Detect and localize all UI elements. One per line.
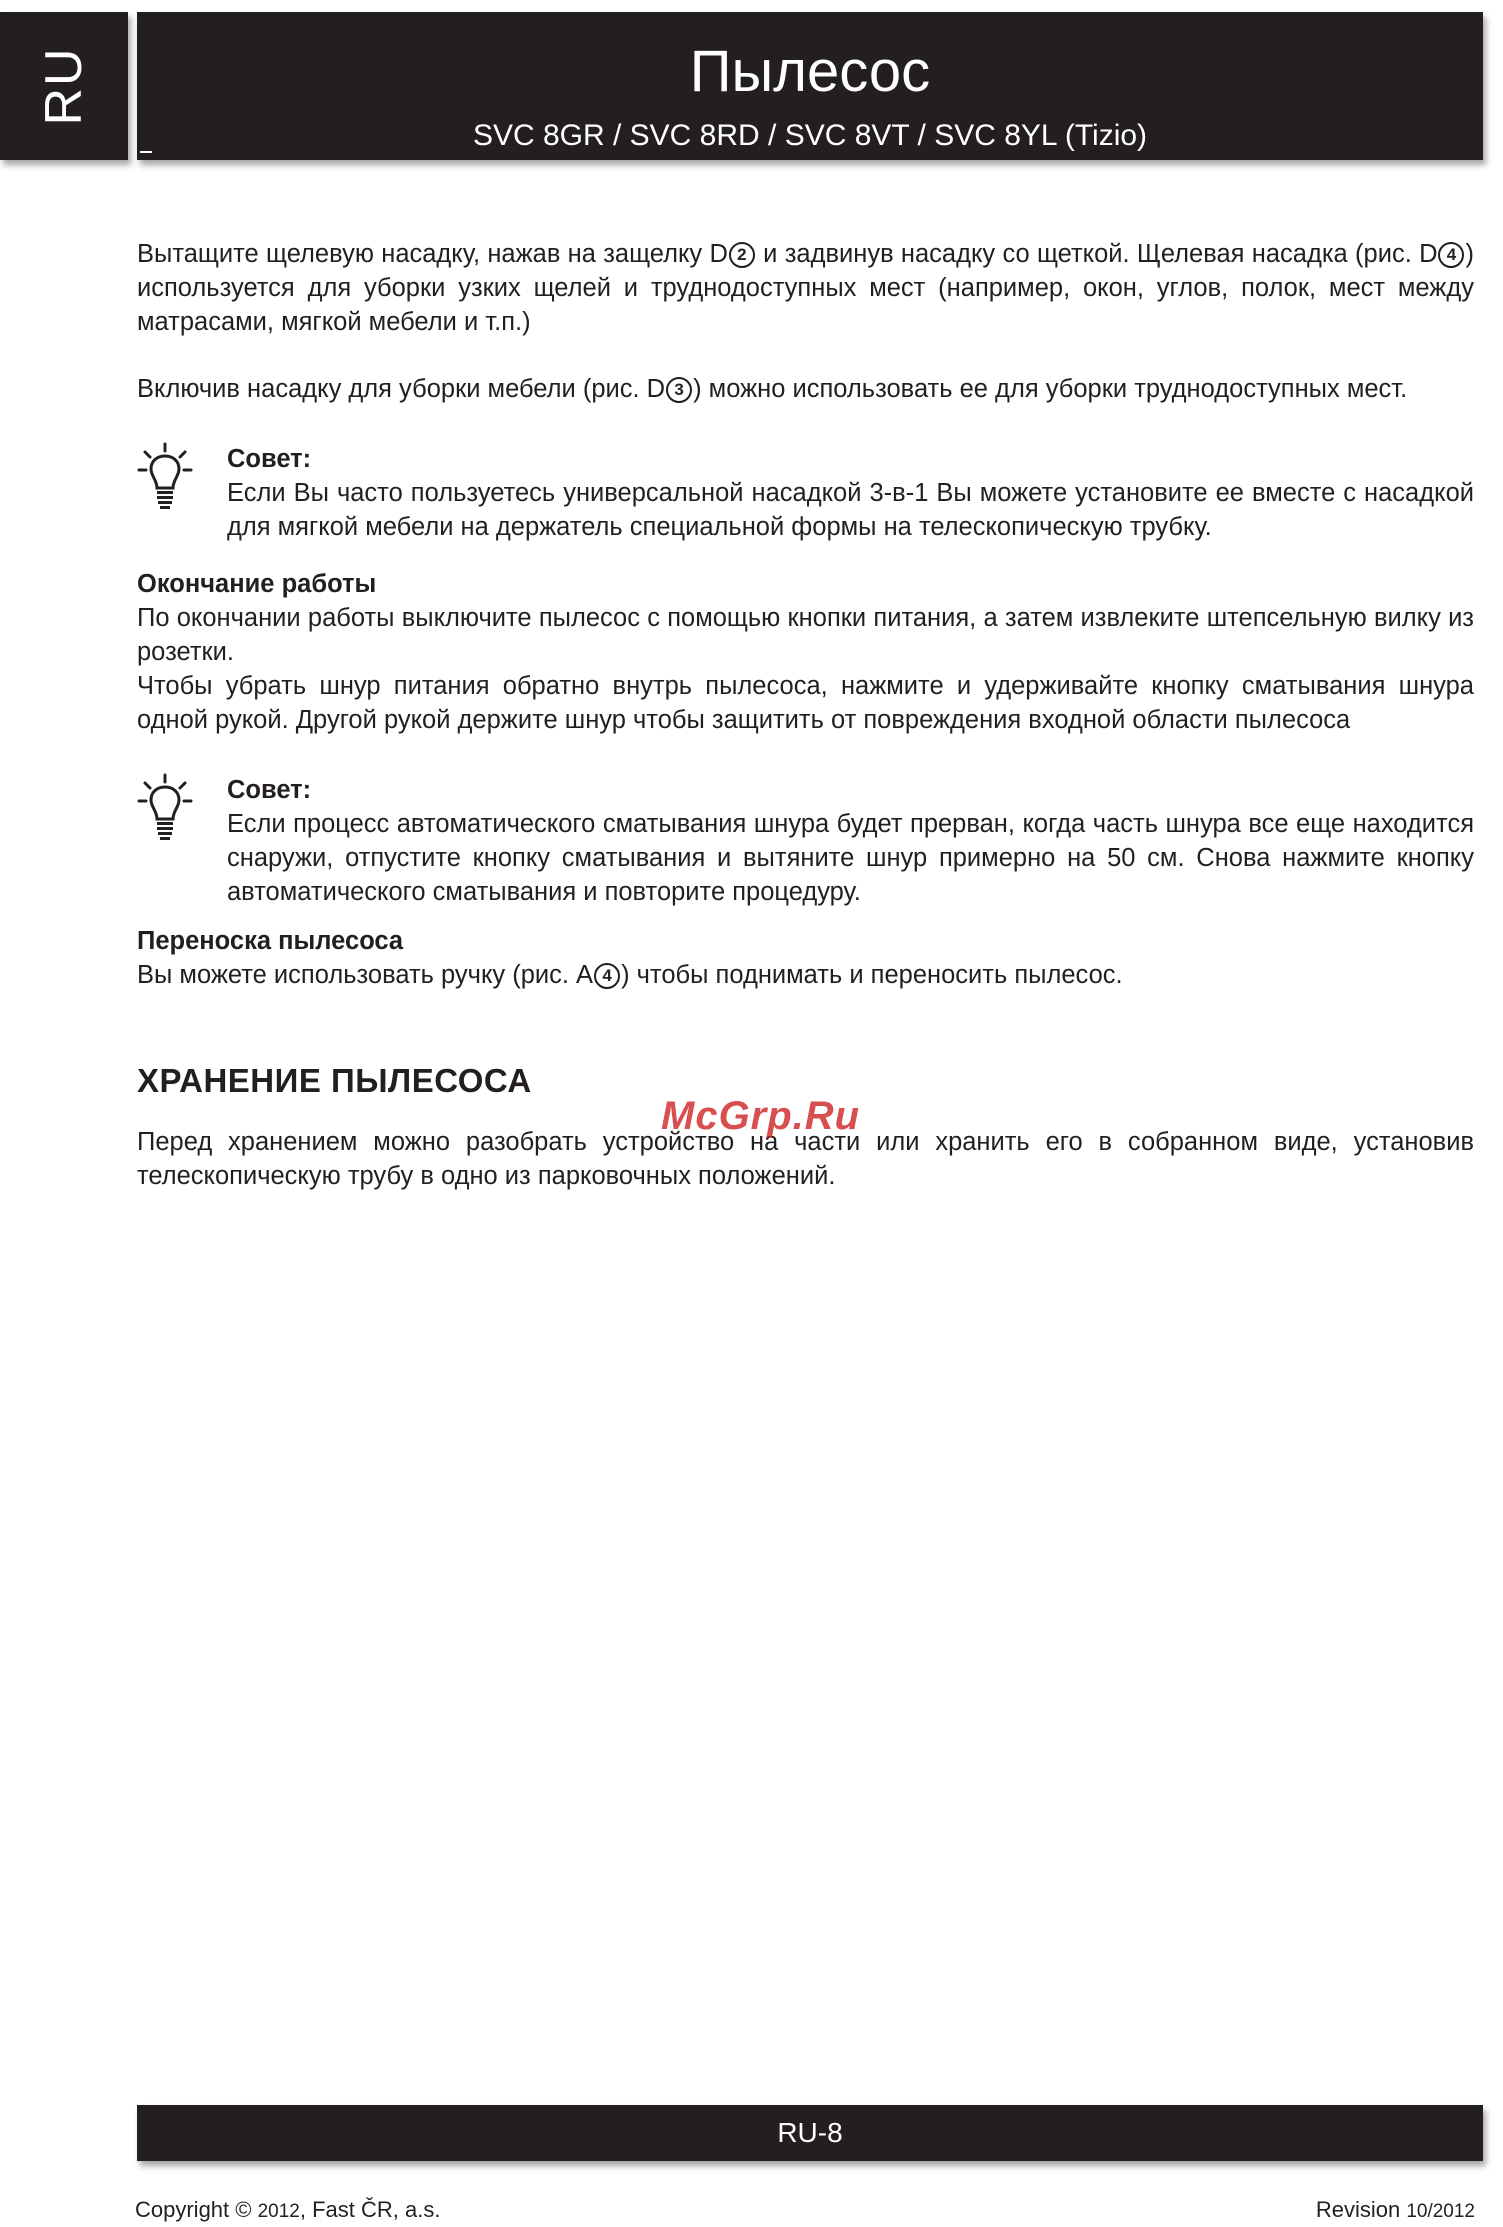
furniture-text-2: ) можно использовать ее для уборки труднодоступных мест. [693, 375, 1408, 403]
figure-ref-circle: 2 [729, 242, 755, 268]
carry-section [137, 924, 1474, 992]
language-label: RU [35, 46, 93, 126]
page-title: Пылесос [689, 39, 931, 104]
finish-text-1: По окончании работы выключите пылесос с помощью кнопки питания, а затем извлеките штепсельную вилку из розетки. [137, 604, 1474, 666]
carry-text-1: Вы можете использовать ручку (рис. A [137, 961, 594, 989]
carry-text-2: ) чтобы поднимать и переносить пылесос. [621, 961, 1123, 989]
copyright-label: Copyright © [135, 2197, 258, 2222]
furniture-paragraph [137, 372, 1474, 406]
storage-text: Перед хранением можно разобрать устройство на части или хранить его в собранном виде, установив телескопическую трубу в одно из парковочных положений. [137, 1128, 1474, 1190]
copyright-year: 2012 [257, 2201, 300, 2222]
crevice-text-3: ) используется для уборки узких щелей и труднодоступных мест (например, окон, углов, полок, мест между матрасами, мягкой мебели и т.п.) [137, 240, 1474, 336]
model-subtitle: SVC 8GR / SVC 8RD / SVC 8VT / SVC 8YL (Tizio) [472, 119, 1148, 152]
lightbulb-icon [137, 773, 193, 843]
furniture-text-1: Включив насадку для уборки мебели (рис. D [137, 375, 666, 403]
crevice-paragraph [137, 237, 1474, 339]
lightbulb-icon [137, 442, 193, 512]
revision-label: Revision [1315, 2197, 1407, 2222]
finish-section [137, 567, 1474, 737]
copyright [135, 2196, 440, 2226]
tip-title: Совет: [227, 445, 312, 473]
tip-box [137, 442, 1474, 544]
language-tab [0, 12, 128, 160]
watermark-text: McGrp.Ru [661, 1094, 861, 1138]
figure-ref-circle: 3 [666, 377, 692, 403]
carry-heading: Переноска пылесоса [137, 927, 404, 955]
tip-box [137, 773, 1474, 909]
figure-ref-circle: 4 [1438, 242, 1464, 268]
storage-heading: ХРАНЕНИЕ ПЫЛЕСОСА [137, 1062, 532, 1099]
finish-text-2: Чтобы убрать шнур питания обратно внутрь пылесоса, нажмите и удерживайте кнопку сматывания шнура одной рукой. Другой рукой держите шнур чтобы защитить от повреждения входной области пылесоса [137, 672, 1474, 734]
crop-mark [140, 151, 152, 153]
revision-value: 10/2012 [1406, 2201, 1475, 2222]
title-bar [137, 12, 1483, 160]
page-number: RU-8 [777, 2117, 843, 2148]
figure-ref-circle: 4 [594, 963, 620, 989]
crevice-text-2: и задвинув насадку со щеткой. Щелевая насадка (рис. D [755, 240, 1438, 268]
copyright-owner: , Fast ČR, a.s. [299, 2197, 441, 2222]
crevice-text-1: Вытащите щелевую насадку, нажав на защелку D [137, 240, 728, 268]
tip-text: Если Вы часто пользуетесь универсальной насадкой 3-в-1 Вы можете установите ее вместе с насадкой для мягкой мебели на держатель специальной формы на телескопическую трубку. [227, 479, 1474, 541]
tip-title: Совет: [227, 776, 312, 804]
footer-bar [137, 2105, 1483, 2161]
tip-text: Если процесс автоматического сматывания шнура будет прерван, когда часть шнура все еще находится снаружи, отпустите кнопку сматывания и вытяните шнур примерно на 50 см. Снова нажмите кнопку автоматического сматывания и повторите процедуру. [227, 810, 1474, 906]
finish-heading: Окончание работы [137, 570, 377, 598]
revision [1316, 2196, 1475, 2226]
